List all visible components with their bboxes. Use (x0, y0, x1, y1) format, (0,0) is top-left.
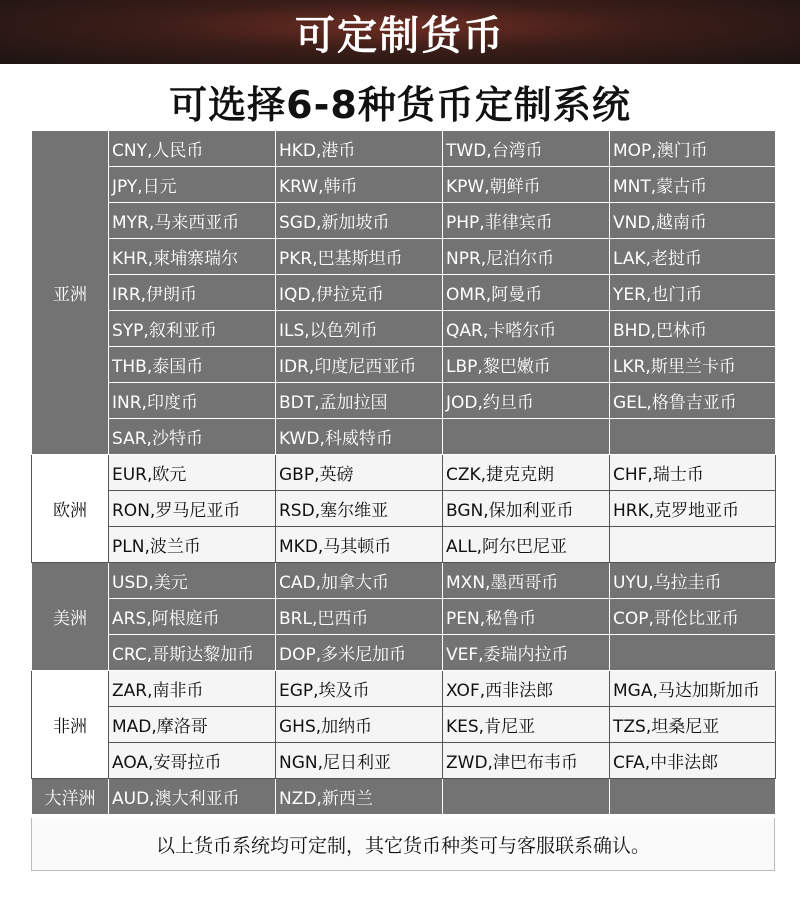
table-row (32, 311, 776, 347)
currency-cell: CRC,哥斯达黎加币 (109, 635, 276, 671)
currency-cell: JOD,约旦币 (443, 383, 610, 419)
table-row (32, 275, 776, 311)
currency-cell: CZK,捷克克朗 (443, 455, 610, 491)
currency-cell: IRR,伊朗币 (109, 275, 276, 311)
currency-cell: MKD,马其顿币 (276, 527, 443, 563)
currency-cell: CNY,人民币 (109, 131, 276, 167)
currency-cell: KWD,科威特币 (276, 419, 443, 455)
currency-cell (610, 419, 776, 455)
currency-cell: INR,印度币 (109, 383, 276, 419)
currency-cell: JPY,日元 (109, 167, 276, 203)
currency-cell (610, 527, 776, 563)
currency-cell: LBP,黎巴嫩币 (443, 347, 610, 383)
currency-cell: PKR,巴基斯坦币 (276, 239, 443, 275)
currency-cell: AUD,澳大利亚币 (109, 779, 276, 815)
currency-cell: MAD,摩洛哥 (109, 707, 276, 743)
currency-cell: DOP,多米尼加币 (276, 635, 443, 671)
table-row (32, 563, 776, 599)
currency-cell: ALL,阿尔巴尼亚 (443, 527, 610, 563)
title-banner (0, 0, 800, 64)
currency-cell: GBP,英磅 (276, 455, 443, 491)
table-row (32, 491, 776, 527)
currency-cell: VND,越南币 (610, 203, 776, 239)
table-row (32, 383, 776, 419)
currency-cell: UYU,乌拉圭币 (610, 563, 776, 599)
currency-cell: YER,也门币 (610, 275, 776, 311)
currency-cell: TWD,台湾币 (443, 131, 610, 167)
currency-cell: XOF,西非法郎 (443, 671, 610, 707)
currency-cell (610, 635, 776, 671)
currency-cell: EUR,欧元 (109, 455, 276, 491)
currency-cell: KHR,柬埔寨瑞尔 (109, 239, 276, 275)
table-row (32, 131, 776, 167)
currency-cell: KES,肯尼亚 (443, 707, 610, 743)
currency-cell: IDR,印度尼西亚币 (276, 347, 443, 383)
currency-cell: PEN,秘鲁币 (443, 599, 610, 635)
currency-cell: PLN,波兰币 (109, 527, 276, 563)
currency-cell (443, 419, 610, 455)
currency-table (31, 130, 776, 815)
region-label: 非洲 (32, 671, 109, 779)
currency-cell: GEL,格鲁吉亚币 (610, 383, 776, 419)
table-row (32, 599, 776, 635)
region-label: 大洋洲 (32, 779, 109, 815)
currency-cell: HKD,港币 (276, 131, 443, 167)
table-row (32, 347, 776, 383)
currency-cell: NPR,尼泊尔币 (443, 239, 610, 275)
currency-cell: MYR,马来西亚币 (109, 203, 276, 239)
currency-cell: CHF,瑞士币 (610, 455, 776, 491)
table-row (32, 635, 776, 671)
currency-cell: SGD,新加坡币 (276, 203, 443, 239)
footer-note: 以上货币系统均可定制，其它货币种类可与客服联系确认。 (31, 818, 775, 871)
currency-cell: CAD,加拿大币 (276, 563, 443, 599)
region-label: 亚洲 (32, 131, 109, 455)
currency-cell: ZAR,南非币 (109, 671, 276, 707)
currency-cell: RON,罗马尼亚币 (109, 491, 276, 527)
table-row (32, 671, 776, 707)
region-label: 美洲 (32, 563, 109, 671)
currency-cell: ARS,阿根庭币 (109, 599, 276, 635)
table-row (32, 779, 776, 815)
currency-cell: ZWD,津巴布韦币 (443, 743, 610, 779)
table-row (32, 419, 776, 455)
table-row (32, 527, 776, 563)
currency-cell: USD,美元 (109, 563, 276, 599)
currency-cell: SYP,叙利亚币 (109, 311, 276, 347)
currency-cell: COP,哥伦比亚币 (610, 599, 776, 635)
currency-cell: AOA,安哥拉币 (109, 743, 276, 779)
currency-cell: RSD,塞尔维亚 (276, 491, 443, 527)
currency-cell (610, 779, 776, 815)
currency-cell: BDT,孟加拉国 (276, 383, 443, 419)
table-row (32, 707, 776, 743)
currency-cell: BGN,保加利亚币 (443, 491, 610, 527)
currency-cell: MOP,澳门币 (610, 131, 776, 167)
table-row (32, 743, 776, 779)
currency-cell: IQD,伊拉克币 (276, 275, 443, 311)
currency-cell: GHS,加纳币 (276, 707, 443, 743)
currency-cell: PHP,菲律宾币 (443, 203, 610, 239)
currency-cell (443, 779, 610, 815)
table-row (32, 167, 776, 203)
currency-cell: NGN,尼日利亚 (276, 743, 443, 779)
currency-cell: BHD,巴林币 (610, 311, 776, 347)
table-row (32, 239, 776, 275)
table-row (32, 203, 776, 239)
currency-cell: KRW,韩币 (276, 167, 443, 203)
currency-cell: MXN,墨西哥币 (443, 563, 610, 599)
currency-cell: NZD,新西兰 (276, 779, 443, 815)
table-row (32, 455, 776, 491)
banner-title: 可定制货币 (295, 12, 505, 59)
currency-cell: LKR,斯里兰卡币 (610, 347, 776, 383)
currency-cell: KPW,朝鲜币 (443, 167, 610, 203)
currency-cell: CFA,中非法郎 (610, 743, 776, 779)
currency-cell: MNT,蒙古币 (610, 167, 776, 203)
currency-cell: BRL,巴西币 (276, 599, 443, 635)
currency-cell: THB,泰国币 (109, 347, 276, 383)
currency-cell: TZS,坦桑尼亚 (610, 707, 776, 743)
currency-cell: SAR,沙特币 (109, 419, 276, 455)
currency-cell: EGP,埃及币 (276, 671, 443, 707)
currency-cell: MGA,马达加斯加币 (610, 671, 776, 707)
currency-cell: LAK,老挝币 (610, 239, 776, 275)
currency-cell: HRK,克罗地亚币 (610, 491, 776, 527)
page-subtitle: 可选择6-8种货币定制系统 (169, 82, 631, 127)
currency-cell: ILS,以色列币 (276, 311, 443, 347)
currency-cell: QAR,卡嗒尔币 (443, 311, 610, 347)
currency-cell: VEF,委瑞内拉币 (443, 635, 610, 671)
region-label: 欧洲 (32, 455, 109, 563)
currency-cell: OMR,阿曼币 (443, 275, 610, 311)
